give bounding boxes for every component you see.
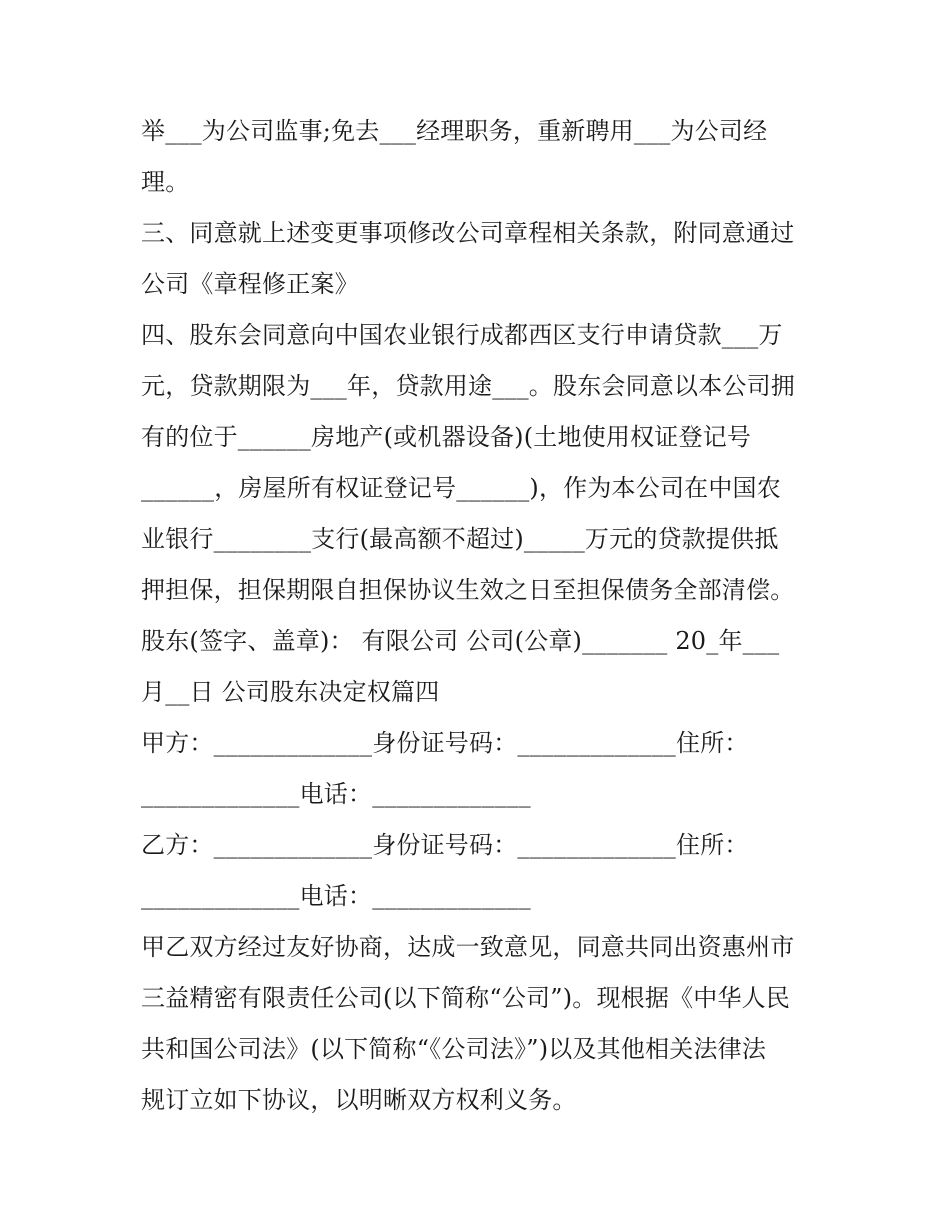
text-line: 业银行________支行(最高额不超过)_____万元的贷款提供抵 xyxy=(141,525,779,553)
text-line: 理。 xyxy=(141,168,190,196)
text-line: 股东(签字、盖章)： 有限公司 公司(公章)_______ 20_年___ xyxy=(141,627,780,655)
text-line: 公司《章程修正案》 xyxy=(141,270,359,298)
text-line: ______，房屋所有权证登记号______)，作为本公司在中国农 xyxy=(141,474,781,502)
text-line: 规订立如下协议，以明晰双方权利义务。 xyxy=(141,1086,577,1114)
text-line: 三益精密有限责任公司(以下简称“公司”)。现根据《中华人民 xyxy=(141,984,791,1012)
text-line: _____________电话：_____________ xyxy=(141,780,531,808)
text-line: 乙方：_____________身份证号码：_____________住所： xyxy=(141,831,749,859)
text-line: 三、同意就上述变更事项修改公司章程相关条款，附同意通过 xyxy=(141,219,795,247)
text-line: 有的位于______房地产(或机器设备)(土地使用权证登记号 xyxy=(141,423,752,451)
text-line: 元，贷款期限为___年，贷款用途___。股东会同意以本公司拥 xyxy=(141,372,795,400)
document-body xyxy=(141,106,821,1126)
text-line: 甲乙双方经过友好协商，达成一致意见，同意共同出资惠州市 xyxy=(141,933,795,961)
text-line: 甲方：_____________身份证号码：_____________住所： xyxy=(141,729,749,757)
text-line: 月__日 公司股东决定权篇四 xyxy=(141,678,440,706)
text-line: 押担保，担保期限自担保协议生效之日至担保债务全部清偿。 xyxy=(141,576,795,604)
text-line: _____________电话：_____________ xyxy=(141,882,531,910)
text-line: 共和国公司法》(以下简称“《公司法》”)以及其他相关法律法 xyxy=(141,1035,767,1063)
text-line: 四、股东会同意向中国农业银行成都西区支行申请贷款___万 xyxy=(141,321,783,349)
text-line: 举___为公司监事;免去___经理职务，重新聘用___为公司经 xyxy=(141,117,768,145)
